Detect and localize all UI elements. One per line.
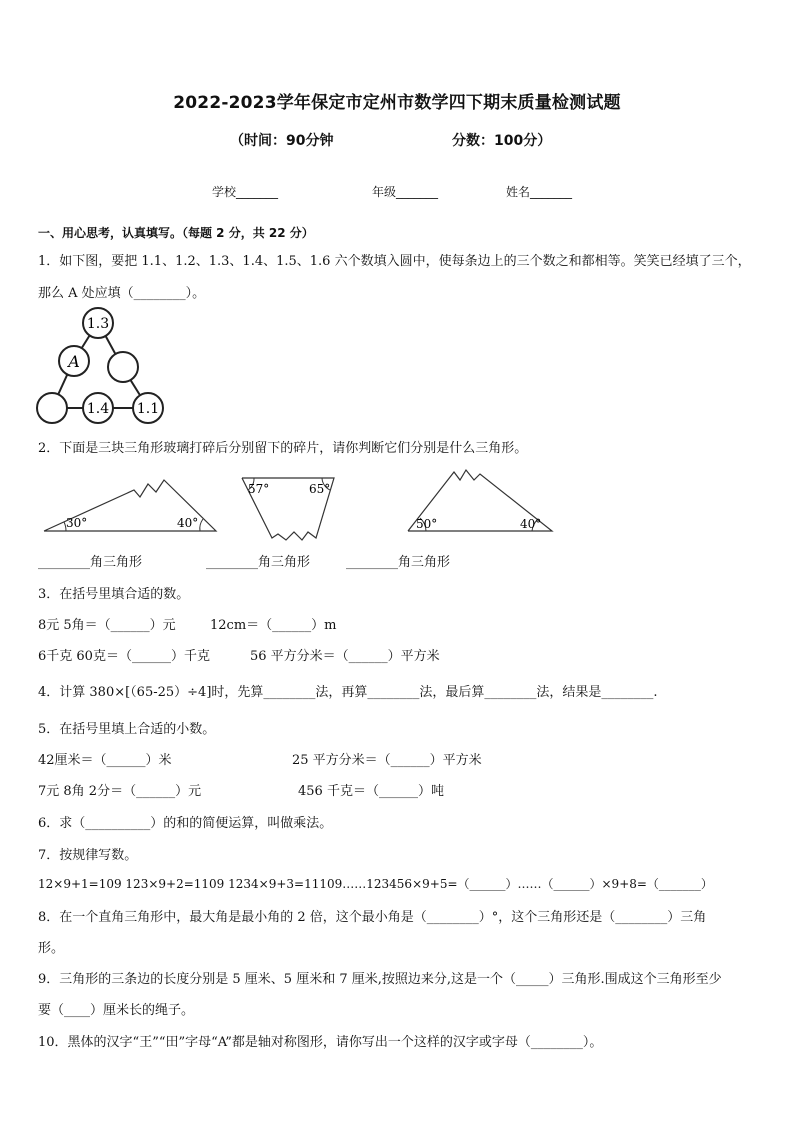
q8-line1: 8．在一个直角三角形中，最大角是最小角的 2 倍，这个最小角是（________）°，这个三角形还是（________）三角 [38,910,707,925]
q2-text: 2．下面是三块三角形玻璃打碎后分别留下的碎片，请你判断它们分别是什么三角形。 [38,441,528,456]
circle-empty-right [108,352,138,382]
circle-empty-left [37,393,67,423]
exam-score: 分数：100分） [452,133,552,149]
q5-text: 5．在括号里填上合适的小数。 [38,722,216,737]
label-bottom-right: 1.1 [136,401,160,417]
name-field: 姓名_______ [506,185,573,199]
q5-b: 25 平方分米＝（______）平方米 [292,753,482,768]
q2-fragment-3 [404,466,556,536]
q2-blank-2: ________角三角形 [206,555,311,570]
q3-d: 56 平方分米＝（______）平方米 [250,649,440,664]
q3-b: 12cm＝（______）m [210,618,337,633]
fragment1-right-angle: 40° [177,516,199,530]
q9-line1: 9．三角形的三条边的长度分别是 5 厘米、5 厘米和 7 厘米,按照边来分,这是一个（_____）三角形.围成这个三角形至少 [38,972,722,987]
page-title: 2022-2023学年保定市定州市数学四下期末质量检测试题 [173,93,621,113]
fragment3-left-angle: 50° [416,517,438,531]
q2-blank-3: ________角三角形 [346,555,451,570]
q5-c: 7元 8角 2分＝（______）元 [38,784,202,799]
fragment2-right-angle: 65° [309,482,331,496]
q4-text: 4．计算 380×[（65-25）÷4]时，先算________法，再算________法，最后算________法，结果是________. [38,685,658,700]
q1-line1: 1．如下图，要把 1.1、1.2、1.3、1.4、1.5、1.6 六个数填入圆中，使每条边上的三个数之和都相等。笑笑已经填了三个， [38,254,751,269]
q7-pattern: 12×9+1=109 123×9+2=1109 1234×9+3=11109……123456×9+5=（______）……（______）×9+8=（_______） [38,877,713,891]
q5-a: 42厘米＝（______）米 [38,753,172,768]
label-bottom-mid: 1.4 [86,401,110,417]
q3-text: 3．在括号里填合适的数。 [38,587,190,602]
section-heading: 一、用心思考，认真填写。（每题 2 分，共 22 分） [38,226,314,240]
q3-c: 6千克 60克＝（______）千克 [38,649,210,664]
q2-fragment-1 [40,470,220,536]
q3-a: 8元 5角＝（______）元 [38,618,176,633]
q1-circle-triangle-figure [34,306,164,426]
q2-blank-1: ________角三角形 [38,555,143,570]
q7-text: 7．按规律写数。 [38,848,138,863]
exam-time: （时间：90分钟 [230,133,334,149]
grade-field: 年级_______ [372,185,439,199]
q1-line2: 那么 A 处应填（________）。 [38,286,206,301]
label-a: A [68,352,80,371]
fragment3-right-angle: 40° [520,517,542,531]
label-top: 1.3 [86,316,110,332]
q2-fragment-2 [236,474,346,546]
fragment1-left-angle: 30° [66,516,88,530]
q10-text: 10．黑体的汉字“王”“田”字母“A”都是轴对称图形，请你写出一个这样的汉字或字母（________）。 [38,1035,603,1050]
q5-d: 456 千克＝（______）吨 [298,784,444,799]
q9-line2: 要（____）厘米长的绳子。 [38,1003,195,1018]
school-field: 学校_______ [212,185,279,199]
q8-line2: 形。 [38,941,65,956]
fragment2-left-angle: 57° [248,482,270,496]
q6-text: 6．求（__________）的和的简便运算，叫做乘法。 [38,816,333,831]
